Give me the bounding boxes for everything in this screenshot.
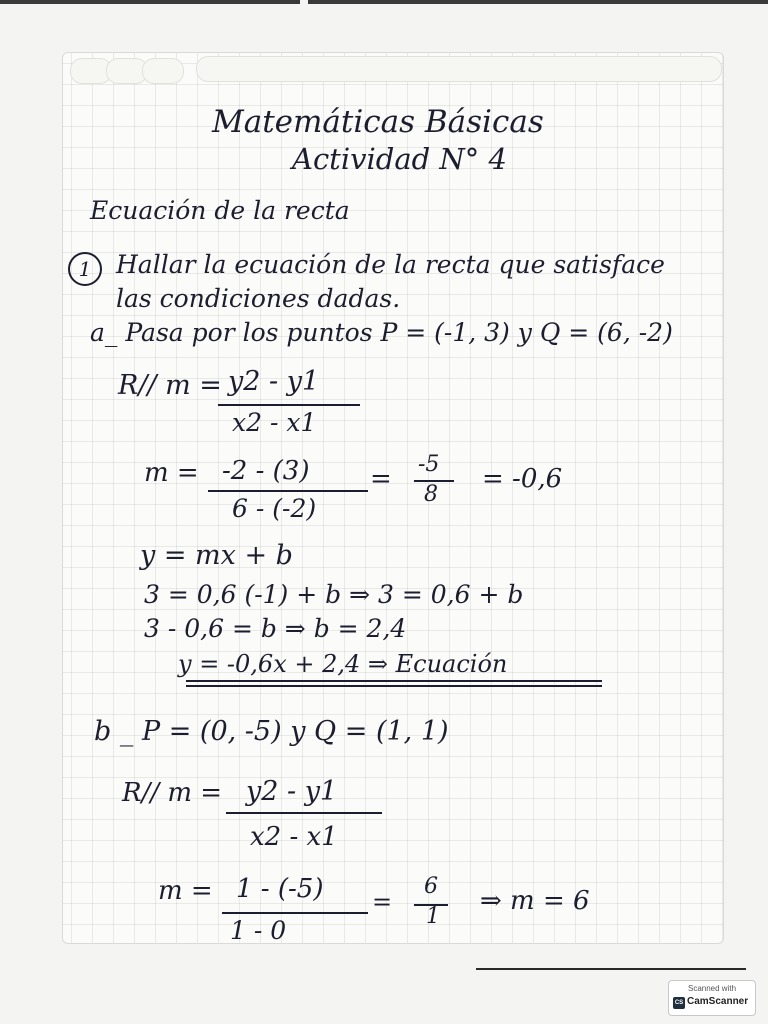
part-a-m-denominator: 6 - (-2) [232, 494, 317, 523]
problem-text-line-1: Hallar la ecuación de la recta que satisface [116, 250, 665, 279]
part-b-slope-formula-numerator: y2 - y1 [246, 776, 338, 807]
part-a-statement: a_ Pasa por los puntos P = (-1, 3) y Q = (6, -2) [90, 318, 673, 347]
bottom-rule [476, 968, 746, 970]
camscanner-watermark [668, 980, 756, 1016]
part-b-m-label: m = [158, 876, 213, 906]
fraction-bar [218, 404, 360, 406]
final-equation-underline [186, 685, 602, 687]
intercept-step: 3 - 0,6 = b ⇒ b = 2,4 [144, 614, 407, 643]
part-a-slope-formula-numerator: y2 - y1 [228, 366, 320, 397]
binder-hole [142, 58, 184, 84]
topic-heading: Ecuación de la recta [90, 196, 350, 225]
watermark-caption: Scanned with [687, 984, 737, 993]
equals-sign: = [370, 464, 392, 494]
part-b-m-denominator: 1 - 0 [230, 916, 287, 945]
notebook-page [62, 52, 724, 944]
camscanner-logo-icon: CS [673, 997, 685, 1009]
problem-number: 1 [68, 252, 102, 286]
top-edge-gap [300, 0, 308, 4]
final-equation-underline [186, 680, 602, 682]
part-b-statement: b _ P = (0, -5) y Q = (1, 1) [94, 716, 449, 747]
part-b-slope-result: ⇒ m = 6 [480, 886, 590, 916]
part-b-slope-label: R// m = [122, 778, 223, 808]
part-b-fraction-numerator: 6 [424, 874, 438, 899]
problem-text-line-2: las condiciones dadas. [116, 284, 401, 313]
activity-number: Actividad N° 4 [292, 142, 507, 176]
fraction-bar [226, 812, 382, 814]
part-a-m-numerator: -2 - (3) [222, 456, 310, 486]
page-header-strip [196, 56, 722, 82]
top-edge-strip [0, 0, 768, 4]
watermark-brand: CamScanner [687, 996, 749, 1007]
final-equation: y = -0,6x + 2,4 ⇒ Ecuación [178, 650, 508, 678]
page-title: Matemáticas Básicas [212, 104, 544, 140]
part-a-fraction-denominator: 8 [424, 482, 438, 507]
slope-intercept-form: y = mx + b [140, 540, 293, 571]
fraction-bar [208, 490, 368, 492]
part-a-fraction-numerator: -5 [418, 452, 440, 477]
part-a-m-label: m = [144, 458, 199, 488]
equals-sign: = [372, 888, 393, 916]
part-a-slope-label: R// m = [118, 370, 222, 401]
part-b-fraction-denominator: 1 [426, 904, 440, 929]
part-a-slope-formula-denominator: x2 - x1 [232, 408, 317, 437]
fraction-bar [222, 912, 368, 914]
part-b-m-numerator: 1 - (-5) [236, 874, 324, 904]
substitution-step: 3 = 0,6 (-1) + b ⇒ 3 = 0,6 + b [144, 580, 524, 609]
part-a-slope-result: = -0,6 [482, 464, 563, 494]
part-b-slope-formula-denominator: x2 - x1 [250, 822, 338, 852]
